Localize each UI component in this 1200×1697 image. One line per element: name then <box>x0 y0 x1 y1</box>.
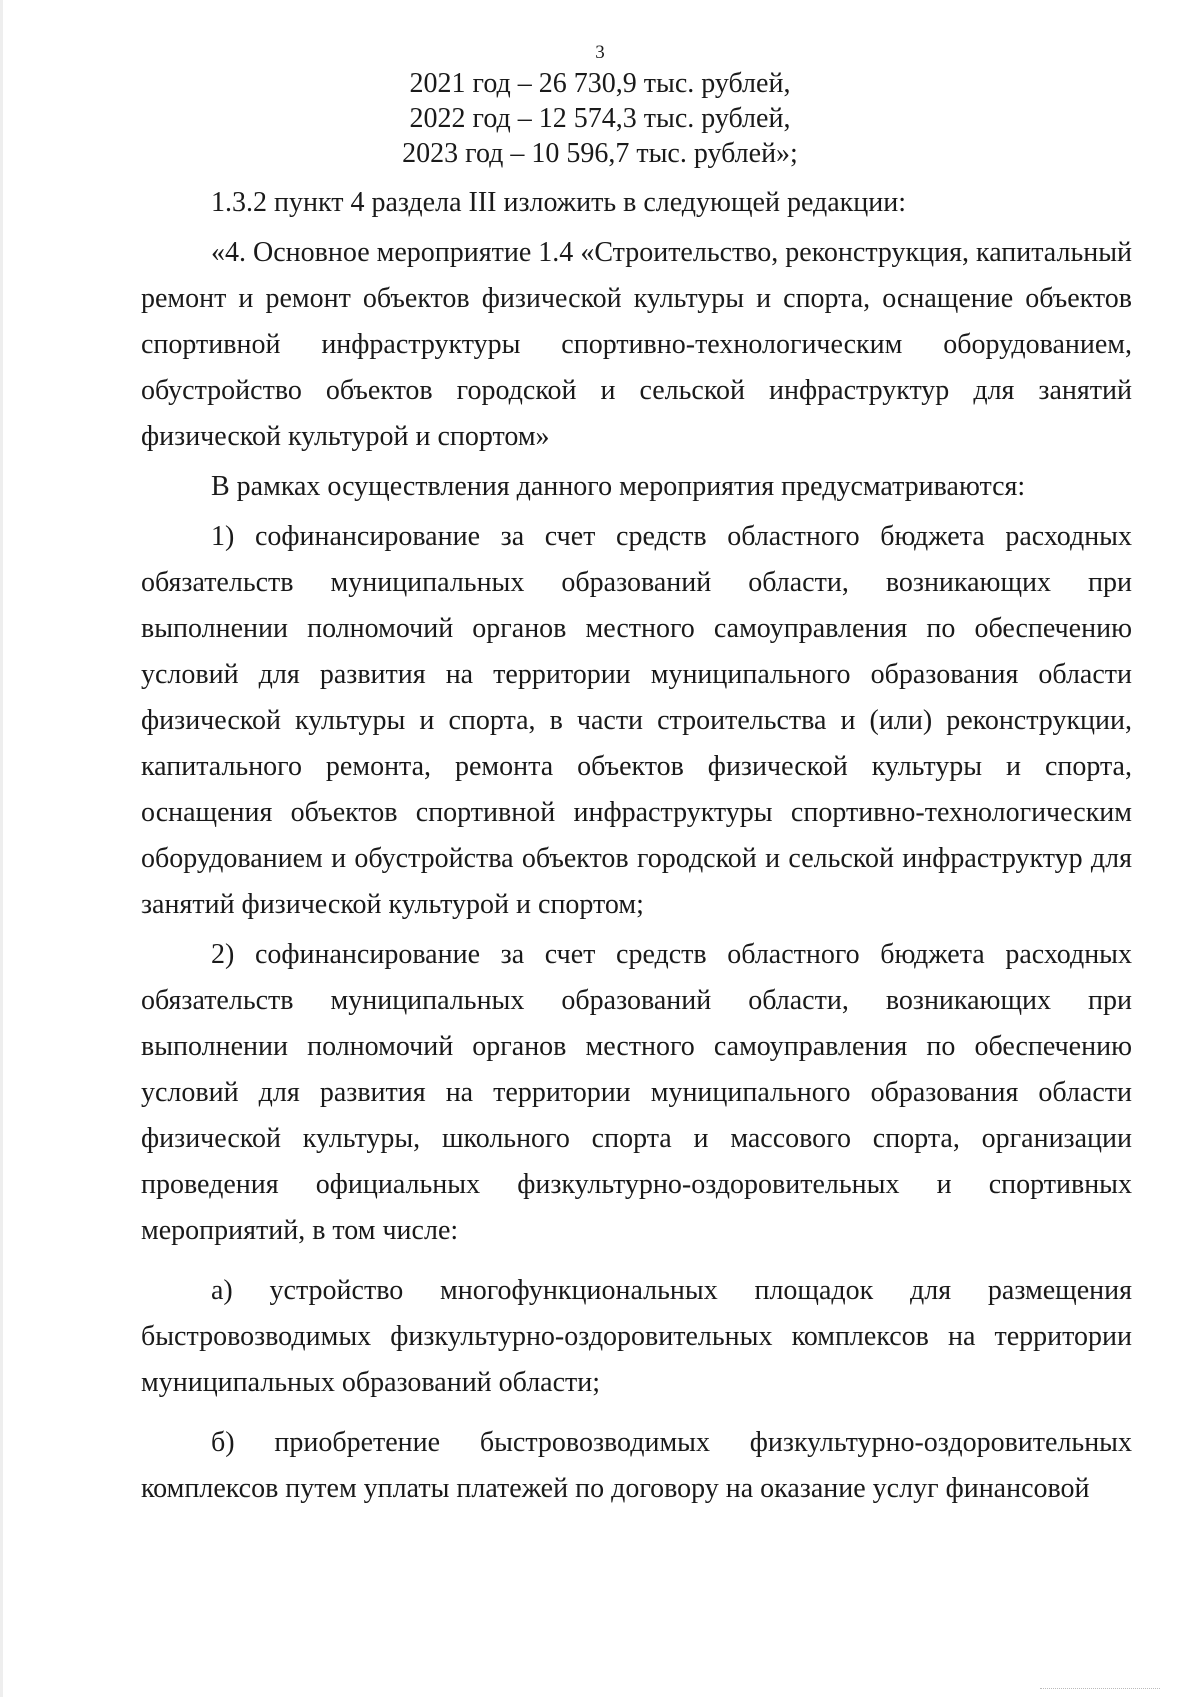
page-number: 3 <box>595 42 605 63</box>
paragraph-subitem-b: б) приобретение быстровозводимых физкультурно-оздоровительных комплексов путем уплаты платежей по договору на оказание услуг финансовой <box>141 1427 1132 1504</box>
paragraph-activity-provisions: В рамках осуществления данного мероприятия предусматриваются: <box>211 471 1026 502</box>
funding-line-2023: 2023 год – 10 596,7 тыс. рублей»; <box>402 138 798 169</box>
funding-amounts <box>0 66 1200 171</box>
funding-line-2022: 2022 год – 12 574,3 тыс. рублей, <box>409 103 791 134</box>
paragraph-main-activity-title: «4. Основное мероприятие 1.4 «Строительство, реконструкция, капитальный ремонт и ремонт объектов физической культуры и спорта, оснащение объектов спортивной инфраструктуры спортивно-технологическим оборудованием, обустройство объектов городской и сельской инфраструктур для занятий физической культурой и спортом» <box>141 237 1132 452</box>
document-body <box>141 180 1132 1512</box>
paragraph-item-1: 1) софинансирование за счет средств областного бюджета расходных обязательств муниципальных образований области, возникающих при выполнении полномочий органов местного самоуправления по обеспечению условий для развития на территории муниципального образования области физической культуры и спорта, в части строительства и (или) реконструкции, капитального ремонта, ремонта объектов физической культуры и спорта, оснащения объектов спортивной инфраструктуры спортивно-технологическим оборудованием и обустройства объектов городской и сельской инфраструктур для занятий физической культурой и спортом; <box>141 521 1132 920</box>
scan-edge <box>0 0 3 1697</box>
funding-line-2021: 2021 год – 26 730,9 тыс. рублей, <box>409 68 791 99</box>
paragraph-amendment-intro: 1.3.2 пункт 4 раздела III изложить в следующей редакции: <box>211 187 907 218</box>
scan-artifact <box>1040 1678 1160 1689</box>
paragraph-subitem-a: а) устройство многофункциональных площадок для размещения быстровозводимых физкультурно-оздоровительных комплексов на территории муниципальных образований области; <box>141 1275 1132 1398</box>
paragraph-item-2: 2) софинансирование за счет средств областного бюджета расходных обязательств муниципальных образований области, возникающих при выполнении полномочий органов местного самоуправления по обеспечению условий для развития на территории муниципального образования области физической культуры, школьного спорта и массового спорта, организации проведения официальных физкультурно-оздоровительных и спортивных мероприятий, в том числе: <box>141 939 1132 1246</box>
